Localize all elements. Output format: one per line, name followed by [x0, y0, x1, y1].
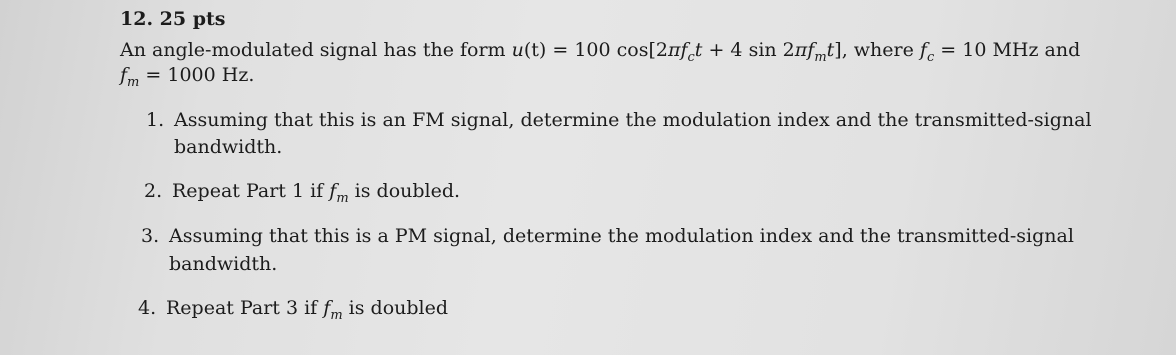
- problem-statement-line2: [120, 64, 255, 90]
- fc-value: = 10 MHz and: [934, 39, 1081, 61]
- formula-pi: π: [794, 39, 808, 61]
- item-text: is doubled: [342, 297, 449, 319]
- item-text: Assuming that this is a PM signal, determine the modulation index and the transmitted-signal: [169, 225, 1074, 247]
- item-number: 2.: [144, 180, 163, 202]
- item-text: Assuming that this is an FM signal, determine the modulation index and the transmitted-signal: [174, 109, 1092, 131]
- problem-statement-line1: [120, 39, 1081, 65]
- fm-value: = 1000 Hz.: [139, 64, 255, 86]
- formula-pi: π: [667, 39, 681, 61]
- item-number: 3.: [141, 225, 160, 247]
- item-text: is doubled.: [348, 180, 461, 202]
- item-number: 1.: [146, 109, 165, 131]
- item-text: Repeat Part 1 if: [172, 180, 330, 202]
- problem-header: 12. 25 pts: [120, 8, 226, 30]
- item-number: 4.: [138, 297, 157, 319]
- formula-f: f: [680, 39, 688, 61]
- formula-part: + 4 sin 2: [702, 39, 795, 61]
- formula-sub: c: [687, 50, 695, 65]
- where-text: , where: [841, 39, 920, 61]
- formula-sub: m: [814, 50, 827, 65]
- list-item: [144, 180, 461, 206]
- formula-u: u: [511, 39, 524, 61]
- fc-symbol: f: [919, 39, 927, 61]
- fm-symbol: f: [120, 64, 128, 86]
- list-item: [138, 297, 449, 323]
- formula-t: t: [826, 39, 835, 61]
- fm-sub: m: [336, 191, 349, 206]
- formula-f: f: [807, 39, 815, 61]
- fm-symbol: f: [323, 297, 331, 319]
- list-item: [146, 109, 1092, 131]
- formula-part: ]: [834, 39, 842, 61]
- item-text: Repeat Part 3 if: [166, 297, 324, 319]
- fm-sub: m: [127, 75, 140, 90]
- formula-t: t: [694, 39, 703, 61]
- intro-text: An angle-modulated signal has the form: [120, 39, 512, 61]
- fm-sub: m: [330, 308, 343, 323]
- item-continuation: bandwidth.: [174, 136, 283, 158]
- item-continuation: bandwidth.: [169, 253, 278, 275]
- fm-symbol: f: [329, 180, 337, 202]
- formula-part: (t) = 100 cos[2: [523, 39, 668, 61]
- fc-sub: c: [926, 50, 935, 65]
- list-item: [141, 225, 1074, 247]
